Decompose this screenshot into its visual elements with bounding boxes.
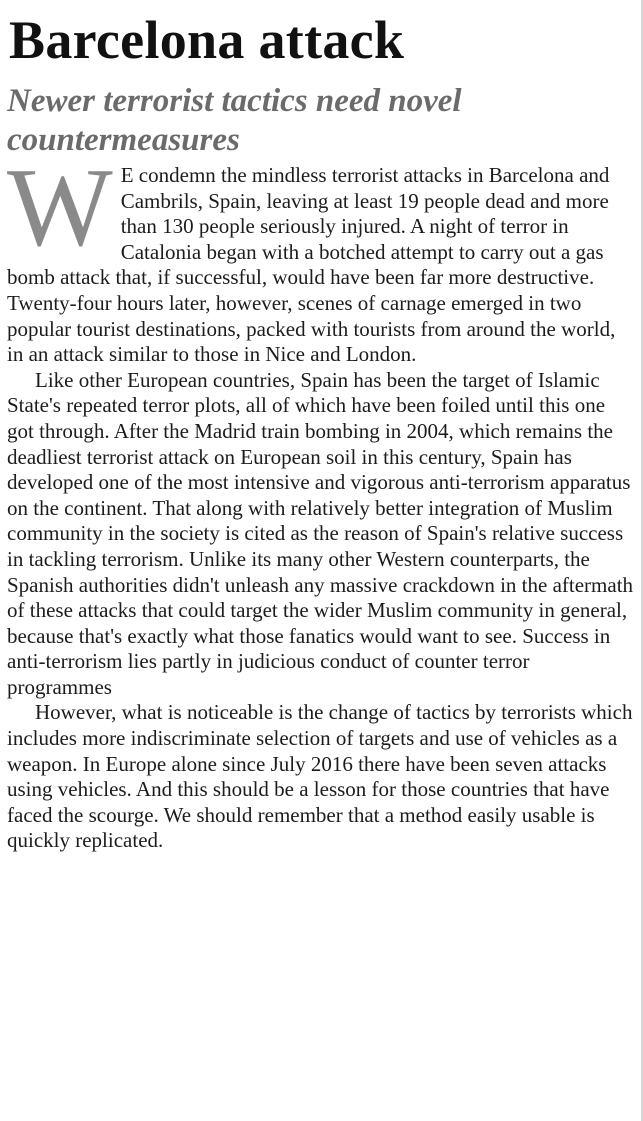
paragraph-2: Like other European countries, Spain has been the target of Islamic State's repeated terror plots, all of which have been foiled until this one got through. After the Madrid train bombing in 2004, which remains the deadliest terrorist attack on European soil in this century, Spain has developed one of the most intensive and vigorous anti-terrorism apparatus on the continent. That along with relatively better integration of Muslim community in the society is cited as the reason of Spain's relative success in tackling terrorism. Unlike its many other Western counterparts, the Spanish authorities didn't unleash any massive crackdown in the aftermath of these attacks that could target the wider Muslim community in general, because that's exactly what those fanatics would want to see. Success in anti-terrorism lies partly in judicious conduct of counter terror programmes <box>7 367 634 699</box>
article-body <box>7 146 635 854</box>
drop-cap: W <box>7 146 113 270</box>
headline: Barcelona attack <box>9 10 405 70</box>
article <box>7 0 637 854</box>
paragraph-1-text: E condemn the mindless terrorist attacks in Barcelona and Cambrils, Spain, leaving at least 19 people dead and more than 130 people seriously injured. A night of terror in Catalonia began with a botched attempt to carry out a gas bomb attack that, if successful, would have been far more destructive. Twenty-four hours later, however, scenes of carnage emerged in two popular tourist destinations, packed with tourists from around the world, in an attack similar to those in Nice and London. <box>7 163 616 367</box>
paragraph-3: However, what is noticeable is the change of tactics by terrorists which includes more indiscriminate selection of targets and use of vehicles as a weapon. In Europe alone since July 2016 there have been seven attacks using vehicles. And this should be a lesson for those countries that have faced the scourge. We should remember that a method easily usable is quickly replicated. <box>7 700 633 853</box>
subheadline: Newer terrorist tactics need novel countermeasures <box>7 83 462 158</box>
paragraph-1 <box>7 146 635 368</box>
